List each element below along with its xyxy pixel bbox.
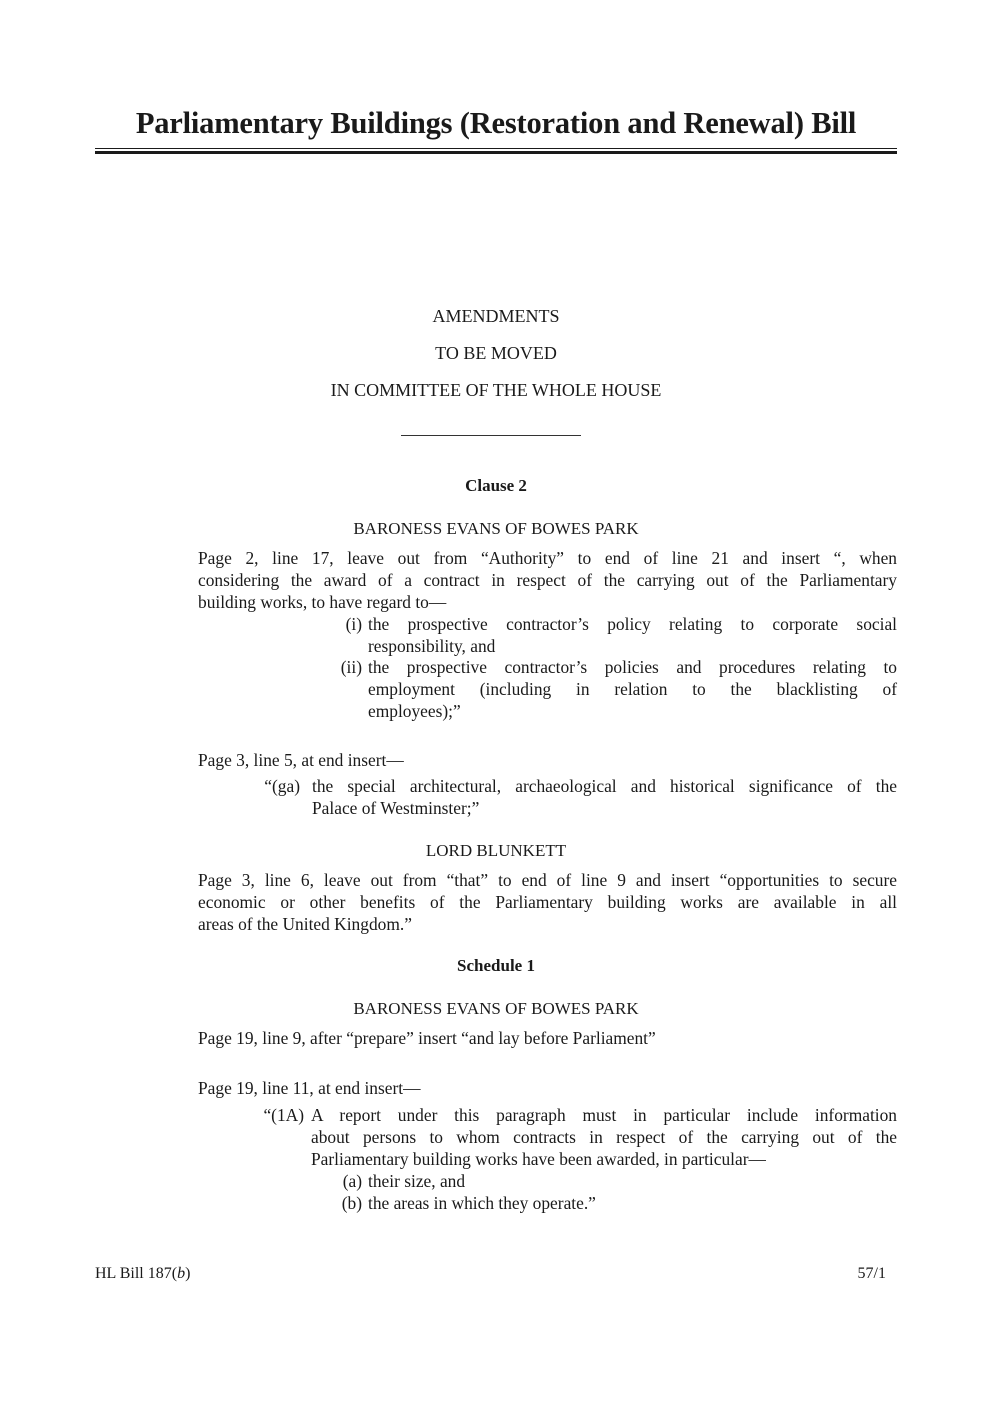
amendment-line: areas of the United Kingdom.” [198,914,412,934]
item-line: their size, and [368,1171,466,1191]
member-name: BARONESS EVANS OF BOWES PARK [353,519,639,538]
item-label: (a) [342,1171,362,1191]
list-item-i [300,613,897,657]
amendment-line: Page 19, line 11, at end insert— [198,1078,421,1098]
bill-ref-suffix: ) [185,1265,191,1282]
item-label: “(1A) [263,1105,304,1125]
item-label: (i) [345,614,362,634]
bill-title: Parliamentary Buildings (Restoration and Renewal) Bill [135,106,857,140]
list-item-ga [240,775,897,819]
item-line: the areas in which they operate.” [368,1193,596,1213]
item-label: (b) [341,1193,362,1213]
amendment-line: economic or other benefits of the Parliamentary building works are available in all [198,892,897,912]
item-line: A report under this paragraph must in particular include information [311,1105,897,1125]
heading-line-committee: IN COMMITTEE OF THE WHOLE HOUSE [330,380,662,400]
member-name: BARONESS EVANS OF BOWES PARK [353,999,639,1018]
amendment-text [198,869,897,935]
amendment-line: considering the award of a contract in respect of the carrying out of the Parliamentary [198,570,897,590]
member-name: LORD BLUNKETT [425,841,567,860]
amendment-text [198,1027,897,1049]
bill-reference [95,1265,190,1283]
item-line: responsibility, and [368,636,496,656]
title-rule-thin [95,148,897,149]
section-heading-clause-2: Clause 2 [465,476,527,495]
section-heading-schedule-1: Schedule 1 [457,956,535,975]
amendment-line: Page 3, line 5, at end insert— [198,750,404,770]
item-line: the prospective contractor’s policies and procedures relating to [368,657,897,677]
item-line: the special architectural, archaeological and historical significance of the [312,776,897,796]
item-line: the prospective contractor’s policy relating to corporate social [368,614,897,634]
list-item-ii [300,656,897,722]
amendment-text [198,749,897,771]
item-label: (ii) [340,657,362,677]
bill-ref-print-letter: b [177,1265,186,1282]
separator-rule [401,435,581,436]
amendment-text [198,547,897,613]
page-reference: 57/1 [857,1265,886,1282]
item-line: about persons to whom contracts in respect of the carrying out of the [311,1127,897,1147]
heading-line-amendments: AMENDMENTS [432,306,560,326]
heading-line-to-be-moved: TO BE MOVED [435,343,557,363]
item-line: Parliamentary building works have been awarded, in particular— [311,1149,766,1169]
amendment-line: building works, to have regard to— [198,592,447,612]
amendment-line: Page 2, line 17, leave out from “Authority” to end of line 21 and insert “, when [198,548,897,568]
item-line: employment (including in relation to the blacklisting of [368,679,897,699]
list-item-b [300,1192,897,1214]
item-label: “(ga) [264,776,300,796]
bill-ref-prefix: HL Bill 187( [95,1265,178,1282]
title-rule-thick [95,151,897,154]
item-line: Palace of Westminster;” [312,798,480,818]
list-item-a [300,1170,897,1192]
list-item-1a [240,1104,897,1170]
amendment-line: Page 3, line 6, leave out from “that” to end of line 9 and insert “opportunities to secure [198,870,897,890]
amendment-line: Page 19, line 9, after “prepare” insert “and lay before Parliament” [198,1028,656,1048]
item-line: employees);” [368,701,461,721]
amendment-text [198,1077,897,1099]
